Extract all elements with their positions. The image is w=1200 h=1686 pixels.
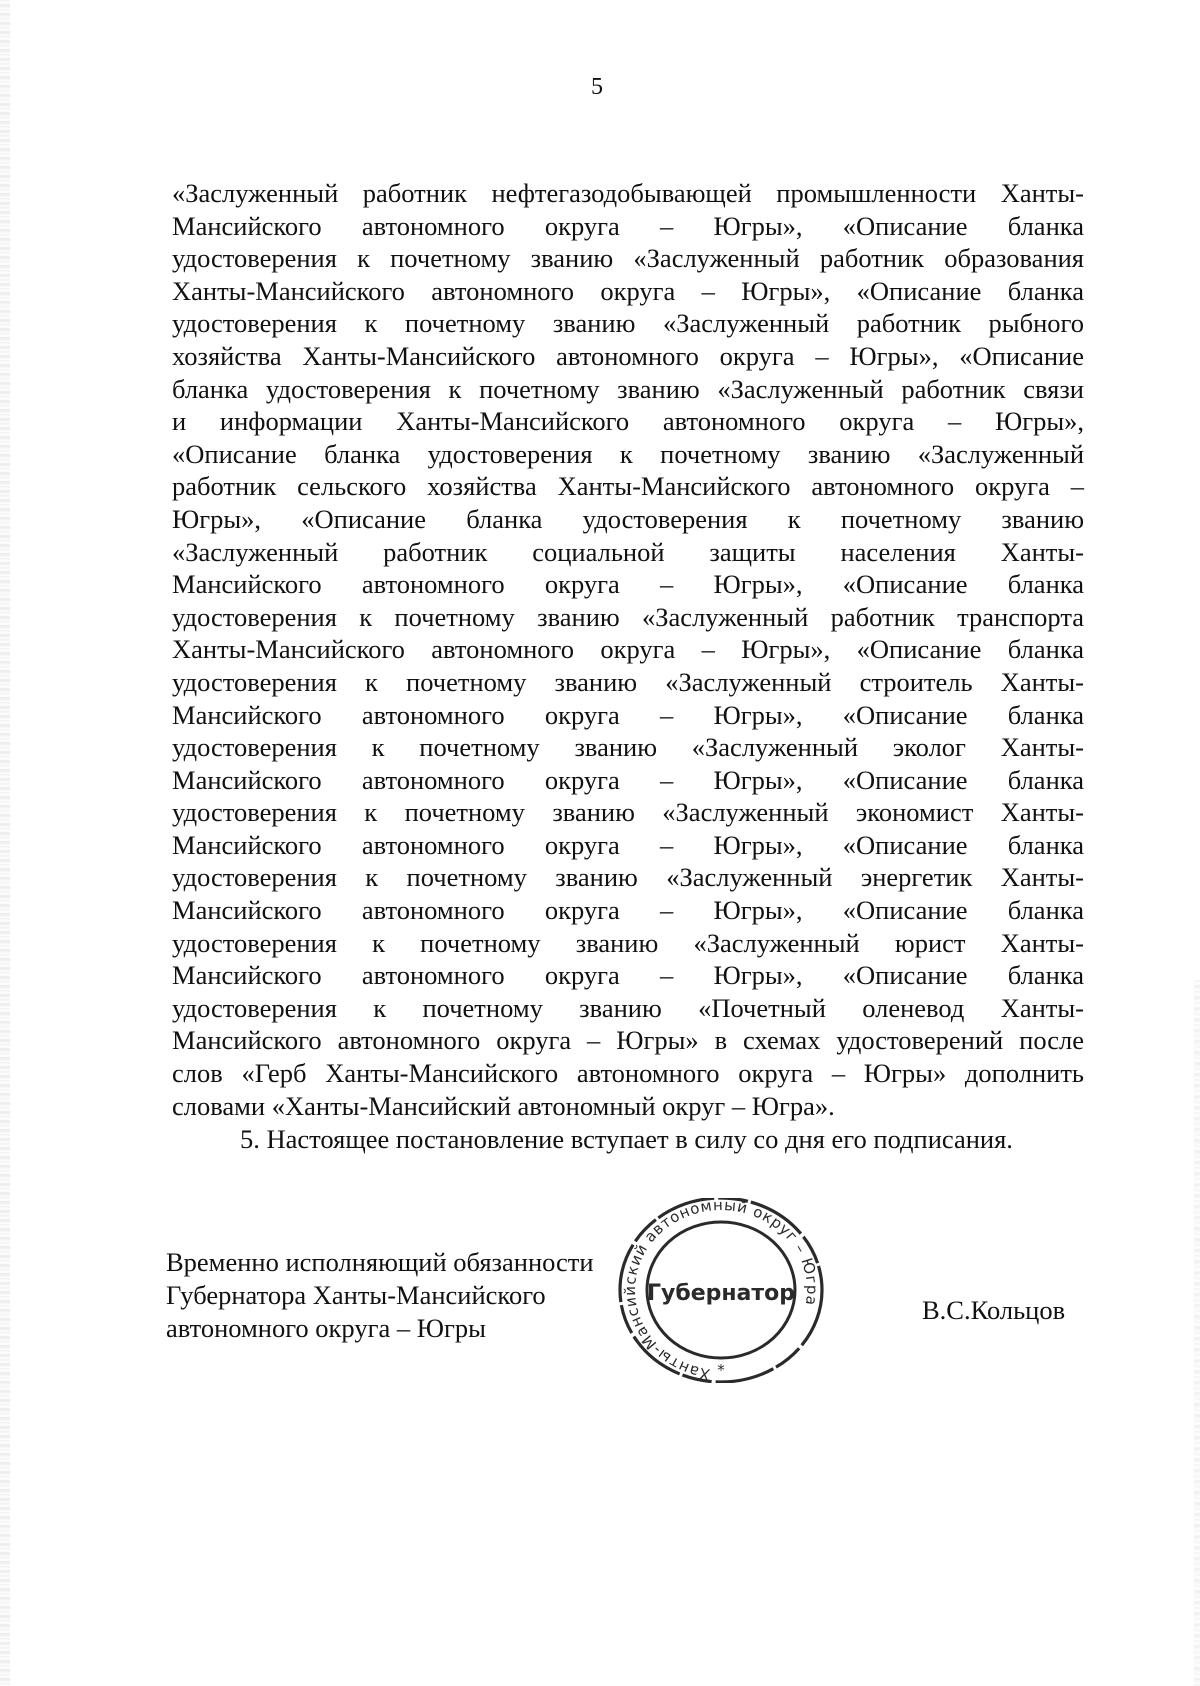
body-line: Югры», «Описание бланка удостоверения к почетному званию bbox=[172, 503, 1084, 534]
seal-graphic bbox=[605, 1198, 837, 1383]
body-line: Мансийского автономного округа – Югры», «Описание бланка bbox=[172, 569, 1084, 600]
signatory-title-line: Временно исполняющий обязанности bbox=[166, 1247, 594, 1277]
body-paragraph bbox=[172, 177, 1084, 1122]
body-line: Мансийского автономного округа – Югры», «Описание бланка bbox=[172, 960, 1084, 991]
body-line: удостоверения к почетному званию «Заслуженный эколог Ханты- bbox=[172, 732, 1084, 763]
signatory-title bbox=[166, 1246, 594, 1345]
clause-5: 5. Настоящее постановление вступает в силу со дня его подписания. bbox=[240, 1124, 1013, 1154]
seal-center-text: Губернатор bbox=[646, 1281, 796, 1306]
page-number: 5 bbox=[591, 74, 603, 100]
body-line: Мансийского автономного округа – Югры», «Описание бланка bbox=[172, 895, 1084, 926]
body-line: Мансийского автономного округа – Югры» в схемах удостоверений после bbox=[172, 1025, 1084, 1056]
body-line: удостоверения к почетному званию «Заслуженный работник транспорта bbox=[172, 601, 1084, 632]
body-line: «Описание бланка удостоверения к почетному званию «Заслуженный bbox=[172, 438, 1084, 469]
body-line: Мансийского автономного округа – Югры», «Описание бланка bbox=[172, 699, 1084, 730]
body-line: удостоверения к почетному званию «Заслуженный энергетик Ханты- bbox=[172, 862, 1084, 893]
body-line: Ханты-Мансийского автономного округа – Югры», «Описание бланка bbox=[172, 634, 1084, 665]
official-seal bbox=[605, 1198, 837, 1383]
signatory-name: В.С.Кольцов bbox=[922, 1295, 1066, 1325]
body-line: Мансийского автономного округа – Югры», «Описание бланка bbox=[172, 210, 1084, 241]
body-line: слов «Герб Ханты-Мансийского автономного округа – Югры» дополнить bbox=[172, 1058, 1084, 1089]
seal-star: * bbox=[717, 1361, 725, 1379]
body-line: удостоверения к почетному званию «Заслуженный работник рыбного bbox=[172, 308, 1084, 339]
seal-ring-text: Ханты-Мансийский автономный округ – Югра bbox=[621, 1198, 822, 1383]
body-line: удостоверения к почетному званию «Заслуженный строитель Ханты- bbox=[172, 666, 1084, 697]
body-line: удостоверения к почетному званию «Почетный оленевод Ханты- bbox=[172, 992, 1084, 1023]
body-line: хозяйства Ханты-Мансийского автономного округа – Югры», «Описание bbox=[172, 340, 1084, 371]
body-line: удостоверения к почетному званию «Заслуженный работник образования bbox=[172, 243, 1084, 274]
body-line: удостоверения к почетному званию «Заслуженный экономист Ханты- bbox=[172, 797, 1084, 828]
body-line: и информации Ханты-Мансийского автономного округа – Югры», bbox=[172, 406, 1084, 437]
body-line: словами «Ханты-Мансийский автономный округ – Югра». bbox=[172, 1090, 835, 1121]
scan-edge-right bbox=[1194, 980, 1200, 1686]
body-line: бланка удостоверения к почетному званию «Заслуженный работник связи bbox=[172, 373, 1084, 404]
body-line: Ханты-Мансийского автономного округа – Югры», «Описание бланка bbox=[172, 275, 1084, 306]
signatory-title-line: автономного округа – Югры bbox=[166, 1313, 486, 1343]
scan-edge-left bbox=[0, 0, 10, 1686]
body-line: «Заслуженный работник социальной защиты населения Ханты- bbox=[172, 536, 1084, 567]
body-line: Мансийского автономного округа – Югры», «Описание бланка bbox=[172, 829, 1084, 860]
body-line: «Заслуженный работник нефтегазодобывающей промышленности Ханты- bbox=[172, 178, 1084, 208]
body-line: работник сельского хозяйства Ханты-Мансийского автономного округа – bbox=[172, 471, 1084, 502]
body-line: Мансийского автономного округа – Югры», «Описание бланка bbox=[172, 764, 1084, 795]
signatory-title-line: Губернатора Ханты-Мансийского bbox=[166, 1280, 546, 1310]
body-line: удостоверения к почетному званию «Заслуженный юрист Ханты- bbox=[172, 927, 1084, 958]
